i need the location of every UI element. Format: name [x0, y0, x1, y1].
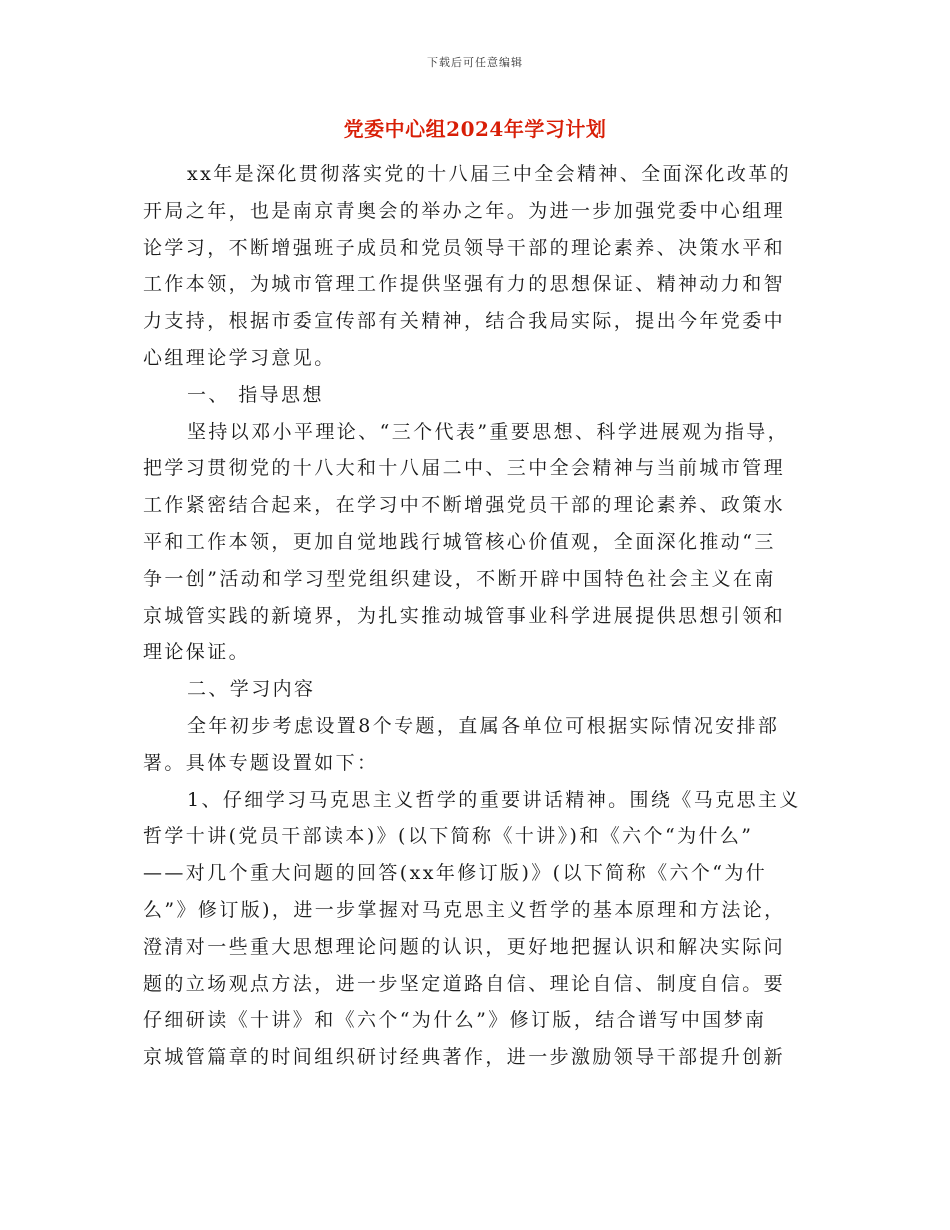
- text-line: 哲学十讲(党员干部读本)》(以下简称《十讲》)和《六个“为什么”: [143, 825, 754, 848]
- text-line: 京城管实践的新境界，为扎实推动城管事业科学进展提供思想引领和: [143, 604, 786, 627]
- text-line: 工作紧密结合起来，在学习中不断增强党员干部的理论素养、政策水: [143, 494, 786, 517]
- text-line: 平和工作本领，更加自觉地践行城管核心价值观，全面深化推动“三: [143, 530, 776, 553]
- text-line: 全年初步考虑设置8个专题，直属各单位可根据实际情况安排部: [187, 714, 780, 737]
- document-body: [143, 156, 807, 1076]
- text-line: 开局之年，也是南京青奥会的举办之年。为进一步加强党委中心组理: [143, 199, 786, 222]
- text-line: 仔细研读《十讲》和《六个“为什么”》修订版，结合谱写中国梦南: [143, 1009, 767, 1032]
- text-line: 澄清对一些重大思想理论问题的认识，更好地把握认识和解决实际问: [143, 935, 786, 958]
- text-line: ——对几个重大问题的回答(xx年修订版)》(以下简称《六个“为什: [143, 862, 768, 885]
- text-line: 理论保证。: [143, 641, 251, 664]
- text-line: 京城管篇章的时间组织研讨经典著作，进一步激励领导干部提升创新: [143, 1046, 786, 1069]
- text-line: 争一创”活动和学习型党组织建设，不断开辟中国特色社会主义在南: [143, 567, 776, 590]
- text-line: 一、 指导思想: [187, 383, 324, 406]
- text-line: 么”》修订版)，进一步掌握对马克思主义哲学的基本原理和方法论，: [143, 898, 786, 921]
- text-line: 工作本领，为城市管理工作提供坚强有力的思想保证、精神动力和智: [143, 273, 786, 296]
- text-line: 坚持以邓小平理论、“三个代表”重要思想、科学进展观为指导，: [187, 420, 790, 443]
- text-line: 署。具体专题设置如下：: [143, 751, 379, 774]
- text-line: 题的立场观点方法，进一步坚定道路自信、理论自信、制度自信。要: [143, 972, 786, 995]
- text-line: 论学习，不断增强班子成员和党员领导干部的理论素养、决策水平和: [143, 236, 786, 259]
- header-note: 下载后可任意编辑: [427, 56, 523, 69]
- text-line: 二、学习内容: [187, 678, 316, 701]
- text-line: 把学习贯彻党的十八大和十八届二中、三中全会精神与当前城市管理: [143, 457, 786, 480]
- document-title: 党委中心组2024年学习计划: [343, 117, 607, 141]
- text-line: 1、仔细学习马克思主义哲学的重要讲话精神。围绕《马克思主义: [187, 788, 801, 811]
- text-line: 力支持，根据市委宣传部有关精神，结合我局实际，提出今年党委中: [143, 310, 786, 333]
- text-line: xx年是深化贯彻落实党的十八届三中全会精神、全面深化改革的: [187, 163, 792, 185]
- text-line: 心组理论学习意见。: [143, 346, 336, 369]
